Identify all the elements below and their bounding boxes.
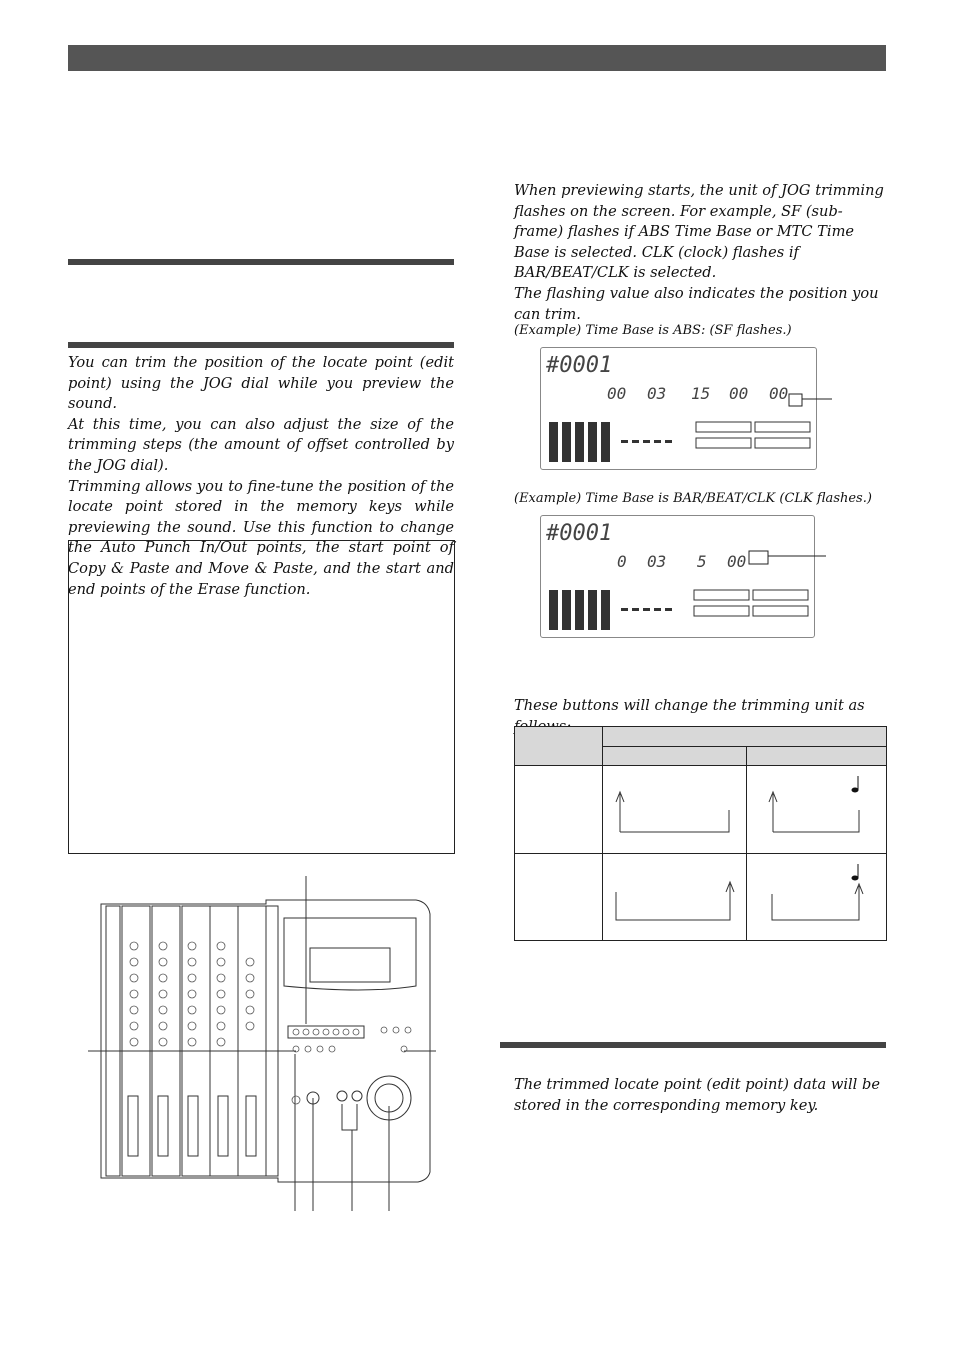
- lcd-bar-callout: [746, 548, 826, 568]
- buttons-change-text: These buttons will change the trimming unit as: [514, 697, 865, 714]
- table-row1-col1: [603, 766, 747, 854]
- lcd-abs-digit-sec: 15: [691, 384, 711, 403]
- table-row2-col2: [747, 854, 887, 941]
- lcd-abs-meters: [541, 348, 816, 469]
- lcd-abs-digit-min: 03: [647, 384, 667, 403]
- preview-flash-p2: The flashing value also indicates the position you can trim.: [514, 284, 879, 323]
- trim-intro-p2: At this time, you can also adjust the size of the trimming steps (the amount of offset controlled by the JOG dial).: [68, 415, 454, 474]
- table-row2-label: [515, 854, 603, 941]
- mixer-panel-illustration: [66, 876, 446, 1216]
- lcd-abs: [540, 347, 817, 470]
- lcd-bar-meters: [541, 516, 814, 637]
- arrow-diagram-r2c1: [603, 854, 744, 937]
- lcd-bar: [540, 515, 815, 638]
- table-row1-label: [515, 766, 603, 854]
- lcd-bar-digit-note: 5: [697, 552, 707, 571]
- table-header-corner: [515, 727, 603, 766]
- caption-abs: (Example) Time Base is ABS: (SF flashes.): [514, 323, 792, 338]
- lcd-abs-digit-hour: 00: [607, 384, 627, 403]
- caption-bar: (Example) Time Base is BAR/BEAT/CLK (CLK flashes.): [514, 491, 872, 506]
- section-rule-bottom: [68, 342, 454, 348]
- lcd-abs-callout: [786, 391, 846, 411]
- section-rule-right: [500, 1042, 886, 1048]
- lcd-bar-digit-bar: 0: [617, 552, 627, 571]
- section-rule-top: [68, 259, 454, 265]
- arrow-diagram-r1c2: [747, 766, 885, 850]
- arrow-diagram-r1c1: [603, 766, 744, 850]
- preview-flash-text: [514, 181, 887, 325]
- table-header-col2: [747, 747, 887, 766]
- trim-unit-table: [514, 726, 887, 941]
- trim-intro-p1: You can trim the position of the locate point (edit point) using the JOG dial while you preview the sound.: [68, 354, 454, 413]
- stored-text: The trimmed locate point (edit point) data will be stored in the corresponding memory key.: [514, 1076, 880, 1114]
- lcd-abs-counter: #0001: [546, 353, 613, 378]
- arrow-diagram-r2c2: [747, 854, 885, 937]
- lcd-abs-digit-frame: 00: [729, 384, 749, 403]
- lcd-abs-digit-subframe: 00: [769, 384, 789, 403]
- lcd-bar-counter: #0001: [546, 521, 613, 546]
- table-header-group: [603, 727, 887, 747]
- trim-intro-p3: Trimming allows you to fine-tune the position of the locate point stored in the memory keys while previewing the sound. Use this function to change the Auto Punch In/Out points, the start point of Copy & Paste and Move & Paste, and the start and end points of the Erase function.: [68, 477, 454, 598]
- table-header-col1: [603, 747, 747, 766]
- table-row1-col2: [747, 766, 887, 854]
- table-row2-col1: [603, 854, 747, 941]
- page-header-bar: [68, 45, 886, 71]
- lcd-bar-digit-beat: 03: [647, 552, 667, 571]
- lcd-bar-digit-clk: 00: [727, 552, 747, 571]
- note-box: [68, 540, 455, 854]
- preview-flash-p1: When previewing starts, the unit of JOG trimming flashes on the screen. For example, SF (sub-frame) flashes if ABS Time Base or MTC Time Base is selected. CLK (clock) flashes if BAR/BEAT/CLK is selected.: [514, 182, 884, 282]
